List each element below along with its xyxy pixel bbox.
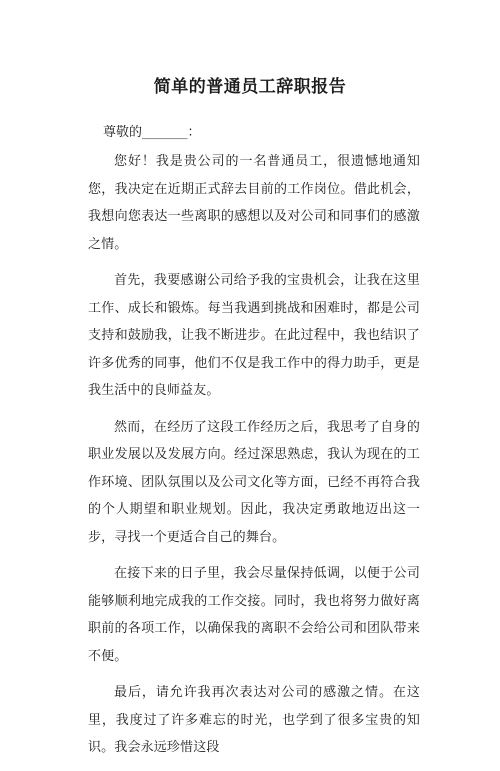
document-body [88, 148, 420, 771]
paragraph-reason: 然而，在经历了这段工作经历之后，我思考了自身的职业发展以及发展方向。经过深思熟虑，我认为现在的工作环境、团队氛围以及公司文化等方面，已经不再符合我的个人期望和职业规划。因此，我决定勇敢地迈出这一步，寻找一个更适合自己的舞台。 [88, 419, 420, 545]
paragraph-handover: 在接下来的日子里，我会尽量保持低调，以便于公司能够顺利地完成我的工作交接。同时，我也将努力做好离职前的各项工作，以确保我的离职不会给公司和团队带来不便。 [88, 566, 420, 664]
paragraph-gratitude: 首先，我要感谢公司给予我的宝贵机会，让我在这里工作、成长和锻炼。每当我遇到挑战和困难时，都是公司支持和鼓励我，让我不断进步。在此过程中，我也结识了许多优秀的同事，他们不仅是我工作中的得力助手，更是我生活中的良师益友。 [88, 273, 420, 398]
paragraph-closing: 最后，请允许我再次表达对公司的感激之情。在这里，我度过了许多难忘的时光，也学到了很多宝贵的知识。我会永远珍惜这段 [88, 685, 420, 755]
salutation: 尊敬的_______： [103, 125, 201, 140]
document-title: 简单的普通员工辞职报告 [153, 77, 347, 97]
paragraph-greeting: 您好！我是贵公司的一名普通员工，很遗憾地通知您，我决定在近期正式辞去目前的工作岗位。借此机会，我想向您表达一些离职的感想以及对公司和同事们的感激之情。 [88, 154, 420, 252]
